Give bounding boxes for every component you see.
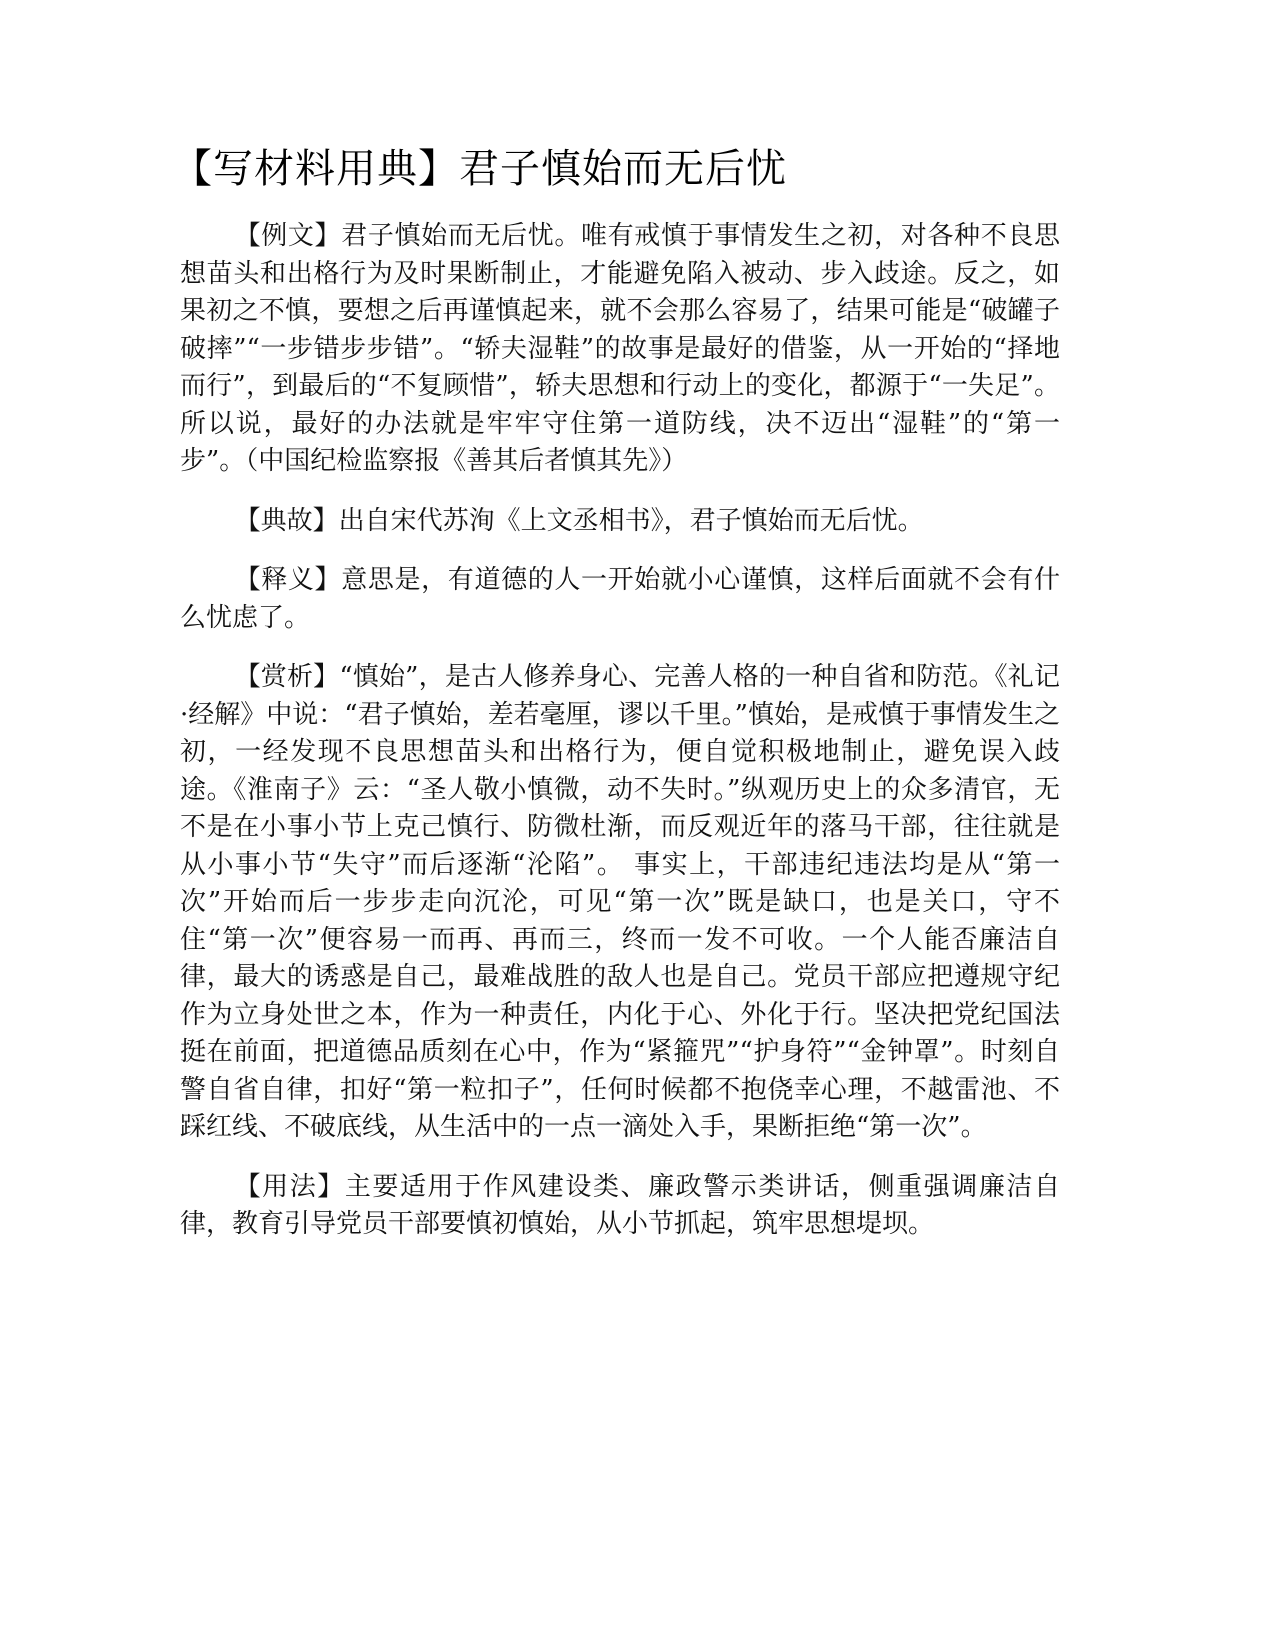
section-text: 出自宋代苏洵《上文丞相书》，君子慎始而无后忧。: [338, 505, 924, 536]
section-tag: 【典故】: [234, 505, 339, 536]
section-meaning: [180, 562, 1060, 637]
section-allusion: [180, 503, 1060, 541]
section-text: 主要适用于作风建设类、廉政警示类讲话，侧重强调廉洁自律，教育引导党员干部要慎初慎始，从小节抓起，筑牢思想堤坝。: [180, 1171, 1060, 1239]
section-text: 君子慎始而无后忧。唯有戒慎于事情发生之初，对各种不良思想苗头和出格行为及时果断制止，才能避免陷入被动、步入歧途。反之，如果初之不慎，要想之后再谨慎起来，就不会那么容易了，结果可能是“破罐子破摔”“一步错步步错”。“轿夫湿鞋”的故事是最好的借鉴，从一开始的“择地而行”，到最后的“不复顾惜”，轿夫思想和行动上的变化，都源于“一失足”。所以说，最好的办法就是牢牢守住第一道防线，决不迈出“湿鞋”的“第一步”。（中国纪检监察报《善其后者慎其先》）: [180, 221, 1060, 476]
document-page: [172, 140, 1060, 1266]
section-tag: 【用法】: [234, 1171, 345, 1202]
section-appreciation: [180, 659, 1060, 1147]
document-title: 【写材料用典】君子慎始而无后忧: [172, 146, 787, 192]
section-tag: 【赏析】: [234, 662, 340, 692]
section-tag: 【例文】: [234, 221, 342, 251]
section-example: [180, 218, 1060, 481]
section-text: “慎始”，是古人修养身心、完善人格的一种自省和防范。《礼记·经解》中说：“君子慎始，差若毫厘，谬以千里。”慎始，是戒慎于事情发生之初，一经发现不良思想苗头和出格行为，便自觉积极地制止，避免误入歧途。《淮南子》云：“圣人敬小慎微，动不失时。”纵观历史上的众多清官，无不是在小事小节上克己慎行、防微杜渐，而反观近年的落马干部，往往就是从小事小节“失守”而后逐渐“沦陷”。 事实上，干部违纪违法均是从“第一次”开始而后一步步走向沉沦，可见“第一次”既是缺口，也是关口，守不住“第一次”便容易一而再、再而三，终而一发不可收。一个人能否廉洁自律，最大的诱惑是自己，最难战胜的敌人也是自己。党员干部应把遵规守纪作为立身处世之本，作为一种责任，内化于心、外化于行。坚决把党纪国法挺在前面，把道德品质刻在心中，作为“紧箍咒”“护身符”“金钟罩”。时刻自警自省自律，扣好“第一粒扣子”，任何时候都不抱侥幸心理，不越雷池、不踩红线、不破底线，从生活中的一点一滴处入手，果断拒绝“第一次”。: [180, 662, 1060, 1142]
section-tag: 【释义】: [234, 565, 342, 595]
section-usage: [180, 1169, 1060, 1244]
section-text: 意思是，有道德的人一开始就小心谨慎，这样后面就不会有什么忧虑了。: [180, 565, 1060, 633]
